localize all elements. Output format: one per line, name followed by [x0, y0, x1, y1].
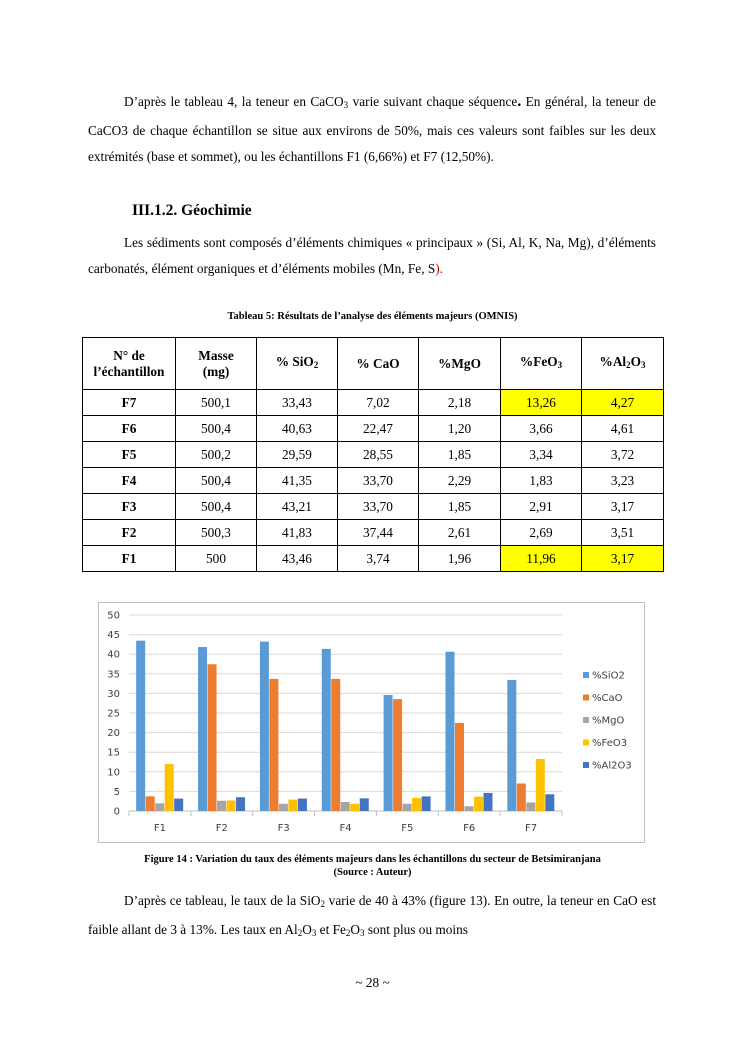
header-feo3 — [501, 338, 582, 390]
legend-swatch — [583, 672, 589, 678]
subscript: 2 — [297, 928, 303, 938]
cell-al2o3-highlighted: 4,27 — [582, 390, 664, 416]
bar — [517, 783, 526, 811]
figure-caption-source: (Source : Auteur) — [333, 867, 412, 878]
table-row — [83, 442, 664, 468]
cell-mgo: 2,18 — [419, 390, 501, 416]
bar — [360, 798, 369, 811]
x-tick-label: F3 — [277, 823, 290, 834]
paragraph-geochemistry — [88, 230, 656, 282]
legend-label: %FeO3 — [592, 738, 628, 749]
bar — [174, 799, 183, 811]
x-tick-label: F6 — [463, 823, 476, 834]
header-text: (mg) — [202, 363, 230, 379]
text-run: varie de 40 à 43% (figure 13). En outre, la teneur en CaO est faible allant de 3 à 13%. Les taux en Al — [88, 893, 657, 937]
bar — [217, 801, 226, 811]
y-tick-label: 45 — [107, 630, 120, 642]
bar — [236, 797, 245, 811]
cell-feo3: 1,83 — [501, 468, 582, 494]
legend-label: %Al2O3 — [592, 760, 632, 772]
cell-sio2: 41,35 — [257, 468, 338, 494]
bar — [279, 804, 288, 811]
bar — [260, 642, 269, 811]
legend-swatch — [583, 695, 589, 701]
cell-mgo: 2,29 — [419, 468, 501, 494]
x-tick-label: F4 — [339, 823, 352, 834]
cell-al2o3: 3,51 — [582, 520, 664, 546]
cell-sample: F1 — [83, 546, 176, 572]
subscript: 3 — [557, 360, 563, 370]
bar — [155, 803, 164, 811]
header-text: O — [630, 354, 641, 369]
subscript: 3 — [360, 928, 365, 938]
header-text: Masse — [198, 347, 234, 363]
bar — [136, 641, 145, 811]
bar — [393, 699, 402, 811]
cell-feo3-highlighted: 13,26 — [501, 390, 582, 416]
cell-feo3: 3,66 — [501, 416, 582, 442]
legend-label: %SiO2 — [592, 670, 625, 682]
text-run: et Fe — [316, 922, 346, 937]
cell-feo3: 2,69 — [501, 520, 582, 546]
y-tick-label: 20 — [107, 728, 120, 740]
header-sample — [83, 338, 176, 390]
section-heading: III.1.2. Géochimie — [132, 202, 252, 219]
table-row — [83, 494, 664, 520]
x-tick-label: F2 — [215, 823, 228, 834]
cell-sio2: 33,43 — [257, 390, 338, 416]
cell-al2o3: 3,72 — [582, 442, 664, 468]
cell-sio2: 43,46 — [257, 546, 338, 572]
bar — [165, 764, 174, 811]
header-text: l’échantillon — [93, 363, 165, 379]
header-cao: % CaO — [338, 338, 419, 390]
bar — [445, 652, 454, 811]
table-row — [83, 546, 664, 572]
bar — [322, 649, 331, 811]
text-run: sont plus ou moins — [364, 922, 468, 937]
bar — [412, 798, 421, 811]
header-sio2 — [257, 338, 338, 390]
legend-label: %MgO — [592, 715, 625, 727]
x-tick-label: F1 — [153, 823, 166, 834]
bar — [331, 679, 340, 811]
legend-label: %CaO — [592, 693, 623, 704]
page-number: ~ 28 ~ — [355, 975, 390, 990]
cell-mgo: 1,20 — [419, 416, 501, 442]
bar — [483, 793, 492, 811]
text-run: O — [302, 922, 312, 937]
bar — [384, 695, 393, 811]
subscript: 3 — [311, 928, 317, 938]
cell-mgo: 1,85 — [419, 442, 501, 468]
cell-mgo: 2,61 — [419, 520, 501, 546]
cell-sio2: 43,21 — [257, 494, 338, 520]
text-run: varie suivant chaque séquence — [348, 94, 518, 109]
cell-mass: 500,3 — [176, 520, 257, 546]
bar — [545, 794, 554, 811]
bar — [298, 799, 307, 811]
bar — [146, 796, 155, 811]
bar — [350, 804, 359, 811]
bar — [269, 679, 278, 811]
table-row — [83, 390, 664, 416]
text-run: En général, la teneur de CaCO3 de chaque échantillon se situe aux environs de 50%, mais ces valeurs sont faibles sur les deux extrémités (base et sommet), ou les échantillons F1 (6,66%) et F7 (12,50%). — [88, 94, 656, 164]
cell-mass: 500,4 — [176, 468, 257, 494]
bar — [208, 664, 217, 811]
cell-sample: F7 — [83, 390, 176, 416]
cell-sio2: 40,63 — [257, 416, 338, 442]
table-row — [83, 520, 664, 546]
cell-al2o3: 4,61 — [582, 416, 664, 442]
x-tick-label: F7 — [525, 823, 538, 834]
y-tick-label: 40 — [107, 649, 120, 661]
cell-cao: 7,02 — [338, 390, 419, 416]
bar-chart-svg — [99, 603, 644, 842]
table-header-row — [83, 338, 664, 390]
paragraph-analysis — [88, 888, 656, 946]
table-caption: Tableau 5: Résultats de l’analyse des éléments majeurs (OMNIS) — [227, 311, 518, 322]
cell-cao: 33,70 — [338, 468, 419, 494]
bar — [474, 797, 483, 811]
y-tick-label: 0 — [113, 806, 120, 818]
table-row — [83, 416, 664, 442]
header-text: %Al — [599, 354, 627, 369]
bar — [536, 759, 545, 811]
cell-sample: F4 — [83, 468, 176, 494]
cell-cao: 3,74 — [338, 546, 419, 572]
legend-swatch — [583, 717, 589, 723]
cell-mgo: 1,85 — [419, 494, 501, 520]
cell-cao: 33,70 — [338, 494, 419, 520]
cell-mass: 500,4 — [176, 494, 257, 520]
cell-mgo: 1,96 — [419, 546, 501, 572]
bar — [464, 806, 473, 811]
y-tick-label: 5 — [113, 786, 120, 798]
y-tick-label: 35 — [107, 669, 120, 681]
y-tick-label: 30 — [107, 688, 120, 700]
bar — [526, 802, 535, 811]
cell-mass: 500 — [176, 546, 257, 572]
cell-al2o3: 3,17 — [582, 494, 664, 520]
y-tick-label: 15 — [107, 747, 120, 759]
table-row — [83, 468, 664, 494]
header-al2o3 — [582, 338, 664, 390]
paragraph-caco3 — [88, 89, 656, 170]
bar — [227, 800, 236, 811]
cell-sample: F3 — [83, 494, 176, 520]
text-run: D’après le tableau 4, la teneur en CaCO — [124, 94, 344, 109]
major-elements-table — [82, 337, 664, 572]
cell-mass: 500,4 — [176, 416, 257, 442]
header-text: % SiO — [275, 354, 314, 369]
cell-al2o3-highlighted: 3,17 — [582, 546, 664, 572]
x-tick-label: F5 — [401, 823, 414, 834]
bar — [422, 796, 431, 811]
cell-feo3-highlighted: 11,96 — [501, 546, 582, 572]
cell-sample: F6 — [83, 416, 176, 442]
subscript: 2 — [320, 899, 326, 909]
bar — [455, 723, 464, 811]
legend-swatch — [583, 740, 589, 746]
header-text: %FeO — [519, 354, 558, 369]
cell-feo3: 3,34 — [501, 442, 582, 468]
cell-sample: F5 — [83, 442, 176, 468]
cell-cao: 28,55 — [338, 442, 419, 468]
cell-sio2: 41,83 — [257, 520, 338, 546]
text-run: Les sédiments sont composés d’éléments chimiques « principaux » (Si, Al, K, Na, Mg), d’éléments carbonatés, élément organiques et d’éléments mobiles (Mn, Fe, S — [88, 235, 656, 276]
subscript: 2 — [313, 360, 319, 370]
bar — [198, 647, 207, 811]
legend-swatch — [583, 762, 589, 768]
figure-caption — [0, 853, 745, 879]
text-run: ). — [435, 261, 443, 276]
cell-mass: 500,2 — [176, 442, 257, 468]
bar — [507, 680, 516, 811]
subscript: 2 — [345, 928, 351, 938]
bar — [341, 802, 350, 811]
bar-chart — [98, 602, 645, 843]
cell-mass: 500,1 — [176, 390, 257, 416]
header-mass — [176, 338, 257, 390]
bar — [403, 804, 412, 811]
y-tick-label: 10 — [107, 767, 120, 779]
header-mgo: %MgO — [419, 338, 501, 390]
subscript: 2 — [626, 360, 631, 370]
y-tick-label: 50 — [107, 610, 120, 622]
subscript: 3 — [640, 360, 646, 370]
cell-cao: 37,44 — [338, 520, 419, 546]
text-run: D’après ce tableau, le taux de la SiO — [124, 893, 321, 908]
subscript: 3 — [343, 100, 349, 110]
text-run: . — [517, 93, 522, 110]
y-tick-label: 25 — [107, 708, 120, 720]
cell-feo3: 2,91 — [501, 494, 582, 520]
cell-sample: F2 — [83, 520, 176, 546]
figure-caption-line1: Figure 14 : Variation du taux des éléments majeurs dans les échantillons du secteur de Betsimiranjana — [144, 854, 601, 865]
header-text: N° de — [113, 347, 145, 363]
text-run: O — [350, 922, 360, 937]
bar — [288, 800, 297, 811]
cell-sio2: 29,59 — [257, 442, 338, 468]
cell-cao: 22,47 — [338, 416, 419, 442]
cell-al2o3: 3,23 — [582, 468, 664, 494]
